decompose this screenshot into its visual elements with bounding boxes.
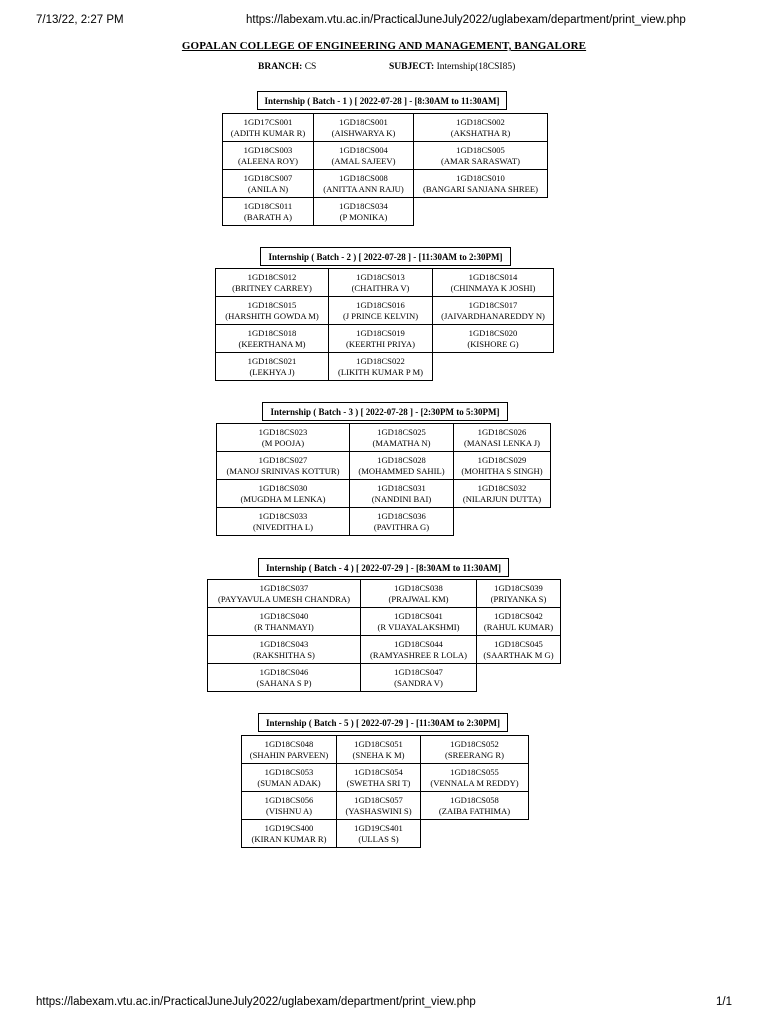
batch-table	[216, 423, 551, 536]
student-name: (LEKHYA J)	[249, 366, 295, 377]
student-usn: 1GD18CS004	[339, 145, 388, 155]
student-name: (VISHNU A)	[265, 805, 313, 816]
student-usn: 1GD18CS008	[339, 173, 388, 183]
student-cell	[242, 792, 337, 820]
student-name: (MOHAMMED SAHIL)	[358, 465, 445, 476]
student-cell	[208, 664, 361, 692]
student-usn: 1GD18CS041	[394, 611, 443, 621]
student-usn: 1GD18CS048	[264, 739, 314, 749]
student-usn: 1GD18CS051	[354, 739, 403, 749]
table-row	[208, 636, 561, 664]
student-usn: 1GD18CS047	[394, 667, 443, 677]
student-cell	[216, 297, 329, 325]
student-name: (PAVITHRA G)	[373, 521, 430, 532]
student-name: (MANASI LENKA J)	[464, 437, 540, 448]
student-cell	[242, 764, 337, 792]
student-name: (SANDRA V)	[394, 677, 443, 688]
student-usn: 1GD18CS044	[394, 639, 443, 649]
table-row	[223, 170, 548, 198]
table-row	[217, 508, 551, 536]
student-usn: 1GD18CS007	[243, 173, 293, 183]
student-cell	[454, 452, 551, 480]
student-name: (J PRINCE KELVIN)	[342, 310, 419, 321]
student-name: (AKSHATHA R)	[450, 127, 511, 138]
batch-header: Internship ( Batch - 3 ) [ 2022-07-28 ] - [2:30PM to 5:30PM]	[262, 402, 508, 421]
student-name: (CHINMAYA K JOSHI)	[450, 282, 536, 293]
student-cell	[433, 269, 554, 297]
student-usn: 1GD18CS058	[450, 795, 499, 805]
student-usn: 1GD18CS054	[354, 767, 403, 777]
student-usn: 1GD18CS039	[494, 583, 543, 593]
table-row	[216, 269, 554, 297]
student-usn: 1GD18CS030	[258, 483, 308, 493]
student-usn: 1GD18CS011	[243, 201, 293, 211]
student-cell	[242, 820, 337, 848]
student-name: (AMAR SARASWAT)	[440, 155, 521, 166]
student-cell	[329, 353, 433, 381]
student-cell	[208, 608, 361, 636]
student-cell	[350, 508, 454, 536]
student-name: (HARSHITH GOWDA M)	[225, 310, 319, 321]
student-name: (VENNALA M REDDY)	[430, 777, 519, 788]
table-row	[223, 198, 548, 226]
student-cell	[433, 325, 554, 353]
student-usn: 1GD18CS031	[377, 483, 426, 493]
student-cell	[217, 452, 350, 480]
student-usn: 1GD18CS025	[377, 427, 426, 437]
table-row	[217, 452, 551, 480]
student-cell	[314, 142, 414, 170]
student-cell	[421, 792, 529, 820]
student-usn: 1GD18CS010	[456, 173, 505, 183]
student-cell	[361, 636, 477, 664]
student-usn: 1GD18CS042	[494, 611, 543, 621]
student-name: (PRAJWAL KM)	[388, 593, 449, 604]
batch-header: Internship ( Batch - 2 ) [ 2022-07-28 ] - [11:30AM to 2:30PM]	[260, 247, 511, 266]
student-name: (YASHASWINI S)	[345, 805, 412, 816]
table-row	[208, 580, 561, 608]
empty-cell	[421, 820, 529, 848]
print-datetime: 7/13/22, 2:27 PM	[36, 14, 124, 26]
college-title: GOPALAN COLLEGE OF ENGINEERING AND MANAGEMENT, BANGALORE	[181, 40, 587, 52]
student-cell	[350, 480, 454, 508]
table-row	[223, 114, 548, 142]
student-name: (SAARTHAK M G)	[483, 649, 554, 660]
student-name: (CHAITHRA V)	[351, 282, 410, 293]
batch-header: Internship ( Batch - 4 ) [ 2022-07-29 ] - [8:30AM to 11:30AM]	[258, 558, 509, 577]
student-usn: 1GD18CS013	[356, 272, 405, 282]
student-cell	[414, 114, 548, 142]
print-header-url: https://labexam.vtu.ac.in/PracticalJuneJuly2022/uglabexam/department/print_view.php	[246, 14, 686, 26]
student-cell	[217, 424, 350, 452]
student-usn: 1GD18CS040	[259, 611, 309, 621]
student-cell	[337, 764, 421, 792]
student-usn: 1GD18CS002	[456, 117, 505, 127]
student-cell	[223, 170, 314, 198]
student-usn: 1GD18CS036	[377, 511, 426, 521]
empty-cell	[477, 664, 561, 692]
student-name: (BANGARI SANJANA SHREE)	[422, 183, 539, 194]
student-cell	[477, 608, 561, 636]
student-cell	[421, 764, 529, 792]
student-usn: 1GD18CS003	[243, 145, 293, 155]
student-name: (KIRAN KUMAR R)	[251, 833, 327, 844]
student-cell	[216, 269, 329, 297]
student-usn: 1GD18CS037	[259, 583, 309, 593]
student-usn: 1GD18CS043	[259, 639, 309, 649]
student-name: (SUMAN ADAK)	[257, 777, 321, 788]
student-usn: 1GD18CS055	[450, 767, 499, 777]
subject-line	[389, 62, 515, 72]
student-cell	[208, 580, 361, 608]
student-name: (KISHORE G)	[467, 338, 519, 349]
student-cell	[217, 508, 350, 536]
student-cell	[223, 142, 314, 170]
student-name: (PRIYANKA S)	[490, 593, 547, 604]
student-cell	[361, 608, 477, 636]
student-cell	[433, 297, 554, 325]
student-cell	[350, 424, 454, 452]
student-cell	[223, 114, 314, 142]
student-cell	[421, 736, 529, 764]
table-row	[223, 142, 548, 170]
table-row	[242, 764, 529, 792]
batch-header: Internship ( Batch - 5 ) [ 2022-07-29 ] - [11:30AM to 2:30PM]	[258, 713, 508, 732]
student-usn: 1GD18CS027	[258, 455, 308, 465]
student-name: (ANILA N)	[247, 183, 289, 194]
student-name: (LIKITH KUMAR P M)	[338, 366, 423, 377]
student-cell	[337, 736, 421, 764]
student-usn: 1GD18CS045	[494, 639, 543, 649]
student-name: (ZAIBA FATHIMA)	[438, 805, 511, 816]
student-name: (NIVEDITHA L)	[253, 521, 313, 532]
student-name: (MAMATHA N)	[372, 437, 431, 448]
student-name: (ANITTA ANN RAJU)	[323, 183, 404, 194]
student-name: (SREERANG R)	[445, 749, 504, 760]
table-row	[208, 664, 561, 692]
student-usn: 1GD18CS033	[258, 511, 308, 521]
student-usn: 1GD18CS046	[259, 667, 309, 677]
student-name: (P MONIKA)	[339, 211, 388, 222]
subject-label: SUBJECT:	[389, 62, 435, 72]
student-name: (ALEENA ROY)	[238, 155, 298, 166]
student-usn: 1GD18CS014	[468, 272, 518, 282]
student-name: (RAKSHITHA S)	[253, 649, 315, 660]
student-usn: 1GD18CS012	[247, 272, 297, 282]
batch-table	[215, 268, 554, 381]
student-cell	[329, 297, 433, 325]
student-name: (NILARJUN DUTTA)	[462, 493, 542, 504]
student-cell	[216, 325, 329, 353]
student-usn: 1GD18CS056	[264, 795, 314, 805]
student-name: (ULLAS S)	[358, 833, 399, 844]
subject-value: Internship(18CSI85)	[436, 62, 516, 72]
branch-line	[258, 62, 316, 72]
student-name: (MUGDHA M LENKA)	[240, 493, 326, 504]
student-usn: 1GD18CS019	[356, 328, 405, 338]
table-row	[242, 792, 529, 820]
student-name: (R VIJAYALAKSHMI)	[377, 621, 460, 632]
student-cell	[329, 325, 433, 353]
student-name: (MOHITHA S SINGH)	[461, 465, 543, 476]
student-name: (AISHWARYA K)	[331, 127, 396, 138]
student-usn: 1GD18CS026	[477, 427, 527, 437]
student-name: (SWETHA SRI T)	[346, 777, 411, 788]
student-usn: 1GD18CS034	[339, 201, 388, 211]
student-name: (SNEHA K M)	[352, 749, 405, 760]
batch-header: Internship ( Batch - 1 ) [ 2022-07-28 ] - [8:30AM to 11:30AM]	[257, 91, 507, 110]
student-usn: 1GD18CS005	[456, 145, 505, 155]
student-cell	[454, 480, 551, 508]
table-row	[217, 480, 551, 508]
student-usn: 1GD18CS018	[247, 328, 297, 338]
student-cell	[454, 424, 551, 452]
student-name: (ADITH KUMAR R)	[230, 127, 306, 138]
student-cell	[216, 353, 329, 381]
table-row	[216, 353, 554, 381]
table-row	[216, 325, 554, 353]
student-cell	[350, 452, 454, 480]
student-usn: 1GD17CS001	[243, 117, 293, 127]
student-name: (R THANMAYI)	[254, 621, 314, 632]
student-usn: 1GD18CS015	[247, 300, 297, 310]
batch-table	[207, 579, 561, 692]
student-usn: 1GD18CS022	[356, 356, 405, 366]
student-usn: 1GD19CS400	[264, 823, 314, 833]
student-name: (BARATH A)	[244, 211, 292, 222]
student-cell	[329, 269, 433, 297]
student-cell	[208, 636, 361, 664]
student-cell	[314, 170, 414, 198]
batch-table	[222, 113, 548, 226]
student-cell	[242, 736, 337, 764]
student-usn: 1GD19CS401	[354, 823, 403, 833]
student-name: (SHAHIN PARVEEN)	[249, 749, 329, 760]
table-row	[208, 608, 561, 636]
student-usn: 1GD18CS017	[468, 300, 518, 310]
empty-cell	[414, 198, 548, 226]
student-cell	[361, 580, 477, 608]
student-usn: 1GD18CS052	[450, 739, 499, 749]
empty-cell	[433, 353, 554, 381]
batch-table	[241, 735, 529, 848]
student-cell	[361, 664, 477, 692]
empty-cell	[454, 508, 551, 536]
student-usn: 1GD18CS029	[477, 455, 527, 465]
student-name: (BRITNEY CARREY)	[232, 282, 312, 293]
student-name: (PAYYAVULA UMESH CHANDRA)	[218, 593, 350, 604]
branch-value: CS	[304, 62, 317, 72]
student-name: (RAMYASHREE R LOLA)	[370, 649, 467, 660]
table-row	[242, 736, 529, 764]
student-usn: 1GD18CS001	[339, 117, 388, 127]
student-cell	[223, 198, 314, 226]
page-number: 1/1	[716, 996, 732, 1008]
student-name: (RAHUL KUMAR)	[483, 621, 554, 632]
student-cell	[217, 480, 350, 508]
student-cell	[477, 636, 561, 664]
student-usn: 1GD18CS038	[394, 583, 443, 593]
table-row	[216, 297, 554, 325]
student-name: (KEERTHANA M)	[238, 338, 306, 349]
student-cell	[337, 820, 421, 848]
student-cell	[414, 170, 548, 198]
student-usn: 1GD18CS057	[354, 795, 403, 805]
print-footer-url: https://labexam.vtu.ac.in/PracticalJuneJuly2022/uglabexam/department/print_view.php	[36, 996, 476, 1008]
student-usn: 1GD18CS021	[247, 356, 297, 366]
student-usn: 1GD18CS028	[377, 455, 426, 465]
branch-label: BRANCH:	[258, 62, 303, 72]
student-cell	[337, 792, 421, 820]
student-name: (JAIVARDHANAREDDY N)	[441, 310, 545, 321]
student-name: (NANDINI BAI)	[371, 493, 432, 504]
student-name: (KEERTHI PRIYA)	[346, 338, 415, 349]
table-row	[242, 820, 529, 848]
student-cell	[477, 580, 561, 608]
student-cell	[314, 114, 414, 142]
print-footer	[0, 996, 768, 1012]
student-usn: 1GD18CS020	[468, 328, 518, 338]
student-usn: 1GD18CS023	[258, 427, 308, 437]
student-name: (MANOJ SRINIVAS KOTTUR)	[226, 465, 340, 476]
student-name: (SAHANA S P)	[256, 677, 312, 688]
student-cell	[314, 198, 414, 226]
student-usn: 1GD18CS016	[356, 300, 405, 310]
table-row	[217, 424, 551, 452]
student-name: (AMAL SAJEEV)	[331, 155, 396, 166]
student-usn: 1GD18CS032	[477, 483, 527, 493]
student-usn: 1GD18CS053	[264, 767, 314, 777]
student-cell	[414, 142, 548, 170]
print-header	[0, 14, 768, 30]
student-name: (M POOJA)	[261, 437, 305, 448]
